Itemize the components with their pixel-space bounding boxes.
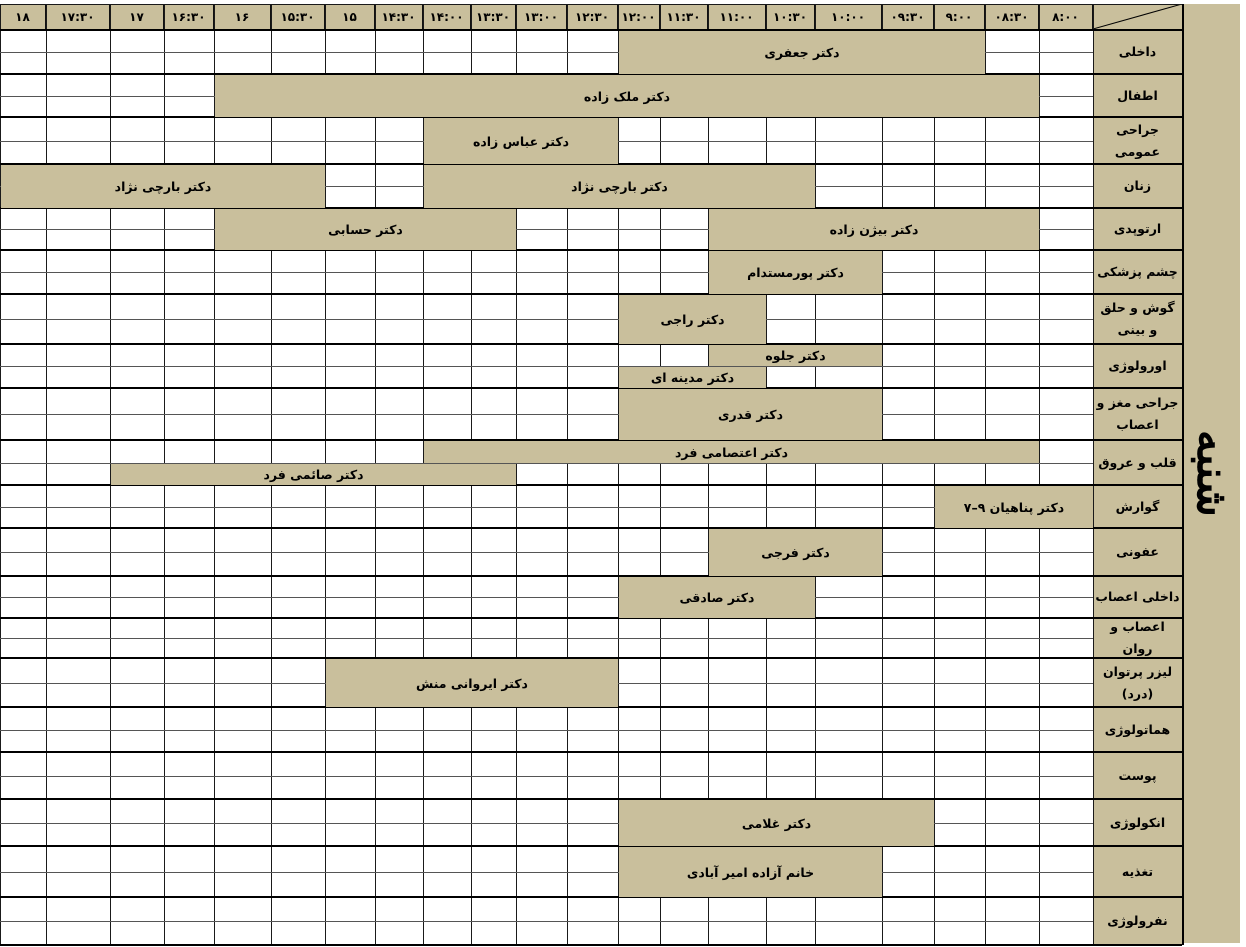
department-label: اطفال [1093,74,1182,117]
department-label: زنان [1093,164,1182,208]
time-header-cell: ۱۲:۰۰ [618,4,660,29]
row-separator [0,293,1182,295]
department-label: نفرولوژی [1093,897,1182,945]
half-row-line [0,319,1093,320]
half-row-line [0,414,1093,415]
department-label: جراحی عمومی [1093,117,1182,164]
department-label: پوست [1093,752,1182,799]
department-label: چشم پزشکی [1093,250,1182,294]
appointment-block: دکتر صائمی فرد [111,464,516,485]
appointment-block: دکتر پناهیان ۹–۷ [935,486,1093,528]
appointment-block: دکتر راجی [619,295,766,344]
grid-line-vertical [46,4,47,945]
appointment-block: خانم آزاده امیر آبادی [619,847,882,897]
time-header-cell: ۱۱:۰۰ [708,4,766,29]
department-label: هماتولوژی [1093,707,1182,752]
department-label: لیزر پرتوان (درد) [1093,658,1182,707]
grid-line-vertical [934,4,935,945]
row-separator [0,29,1182,31]
grid-line-vertical [1093,4,1094,945]
row-separator [0,845,1182,847]
half-row-line [0,366,1093,367]
department-label: داخلی [1093,30,1182,74]
time-header-cell: ۰۸:۳۰ [985,4,1039,29]
appointment-block: دکتر جلوه [709,345,882,366]
appointment-block: دکتر جعفری [619,31,985,74]
appointment-block: دکتر بیژن زاده [709,209,1039,250]
time-header-cell: ۱۸ [0,4,46,29]
row-separator [0,575,1182,577]
appointment-block: دکتر اعتصامی فرد [424,441,1039,463]
department-label: تغذیه [1093,846,1182,897]
row-separator [0,387,1182,389]
time-header-cell: ۱۲:۳۰ [567,4,618,29]
department-label: اورولوژی [1093,344,1182,388]
time-header-cell: ۱۳:۳۰ [471,4,516,29]
header-corner-cell [1093,4,1182,29]
appointment-block: دکتر مدینه ای [619,367,766,388]
department-label: داخلی اعصاب [1093,576,1182,618]
half-row-line [0,872,1093,873]
row-separator [0,751,1182,753]
half-row-line [0,552,1093,553]
appointment-block: دکتر ایروانی منش [326,659,618,707]
half-row-line [0,507,1093,508]
day-strip [1184,4,1240,943]
diagonal-divider [1093,4,1182,29]
time-header-cell: ۸:۰۰ [1039,4,1093,29]
appointment-block: دکتر ملک زاده [215,75,1039,117]
appointment-block: دکتر عباس زاده [424,118,618,164]
grid-line-vertical [0,4,1,945]
half-row-line [0,776,1093,777]
department-label: جراحی مغز و اعصاب [1093,388,1182,440]
appointment-block: دکتر بارچی نژاد [1,165,325,208]
time-header-cell: ۱۱:۳۰ [660,4,708,29]
department-label: گوش و حلق و بینی [1093,294,1182,344]
half-row-line [0,921,1093,922]
row-separator [0,617,1182,619]
appointment-block: دکتر قدری [619,389,882,440]
appointment-block: دکتر بارچی نژاد [424,165,815,208]
time-header-cell: ۱۴:۰۰ [423,4,471,29]
department-label: قلب و عروق [1093,440,1182,485]
department-label: گوارش [1093,485,1182,528]
time-header-cell: ۱۴:۳۰ [375,4,423,29]
appointment-block: دکتر حسابی [215,209,516,250]
time-header-cell: ۱۰:۰۰ [815,4,882,29]
department-label: عفونی [1093,528,1182,576]
time-header-cell: ۱۷ [110,4,164,29]
appointment-block: دکتر فرجی [709,529,882,576]
half-row-line [0,638,1093,639]
half-row-line [0,272,1093,273]
time-header-cell: ۱۵:۳۰ [271,4,325,29]
appointment-block: دکتر صادقی [619,577,815,618]
row-separator [0,944,1182,946]
row-separator [0,798,1182,800]
time-header-cell: ۰۹:۳۰ [882,4,934,29]
row-separator [0,896,1182,898]
department-label: انکولوژی [1093,799,1182,846]
time-header-cell: ۱۷:۳۰ [46,4,110,29]
appointment-block: دکتر غلامی [619,800,934,846]
appointment-block: دکتر پورمستدام [709,251,882,294]
time-header-cell: ۱۵ [325,4,375,29]
day-label: شنبه [1186,429,1238,518]
half-row-line [0,730,1093,731]
department-label: اعصاب و روان [1093,618,1182,658]
grid-line-vertical [985,4,986,945]
row-separator [0,343,1182,345]
time-header-cell: ۱۶:۳۰ [164,4,214,29]
half-row-line [0,597,1093,598]
time-header-cell: ۱۳:۰۰ [516,4,567,29]
department-label: ارتوپدی [1093,208,1182,250]
time-header-cell: ۱۰:۳۰ [766,4,815,29]
time-header-cell: ۱۶ [214,4,271,29]
grid-line-top [0,4,1182,5]
time-header-cell: ۹:۰۰ [934,4,985,29]
grid-line-vertical [1039,4,1040,945]
